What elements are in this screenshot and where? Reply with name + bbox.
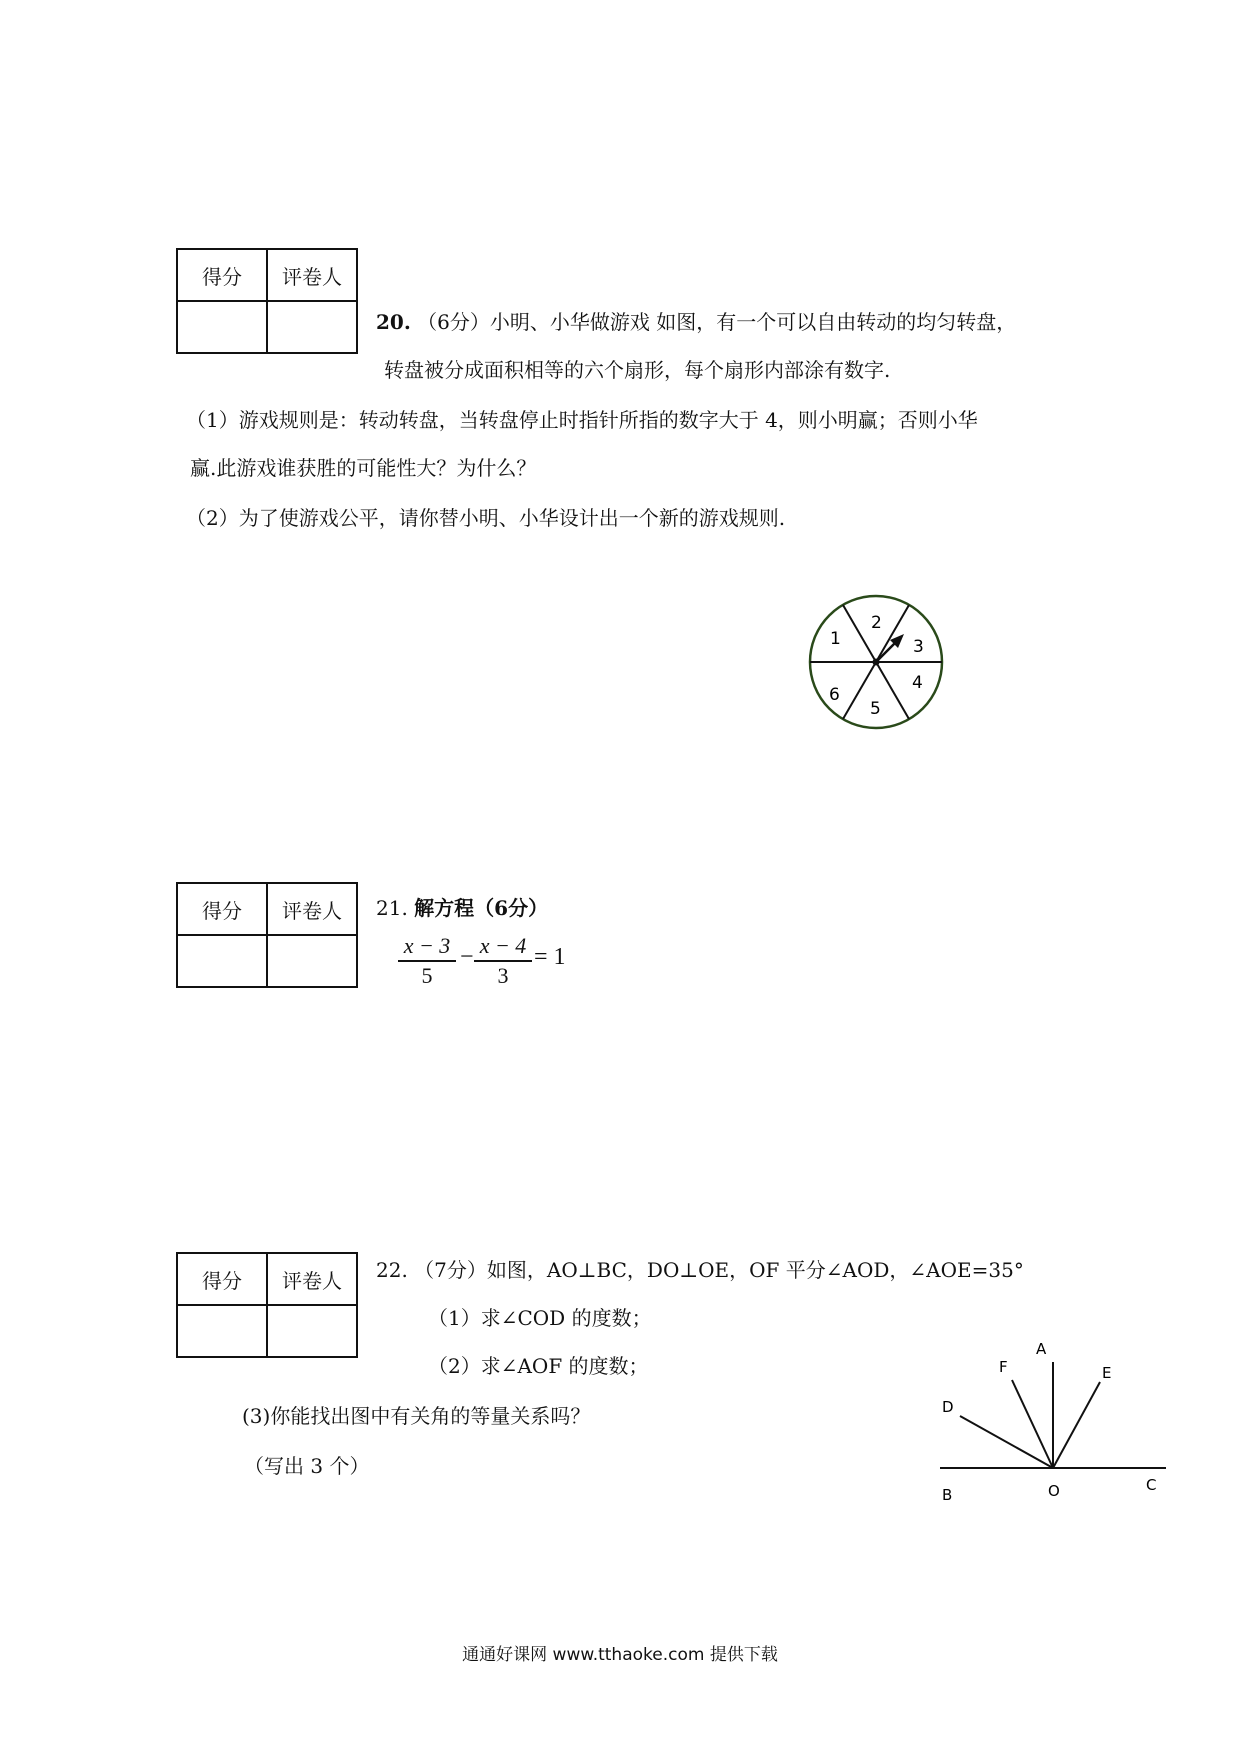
score-header: 得分 xyxy=(177,1253,267,1305)
fraction-1-numerator: x − 3 xyxy=(403,933,451,958)
grader-header: 评卷人 xyxy=(267,1253,357,1305)
score-table-q21 xyxy=(176,882,358,988)
sector-label-5: 5 xyxy=(870,699,881,719)
score-cell xyxy=(177,1305,267,1357)
fraction-2-denominator: 3 xyxy=(474,960,532,990)
ray-OF xyxy=(1012,1380,1053,1468)
grader-header: 评卷人 xyxy=(267,249,357,301)
sector-label-1: 1 xyxy=(830,629,841,649)
sector-label-6: 6 xyxy=(829,685,840,705)
score-cell xyxy=(177,935,267,987)
q21-title: 解方程（6分） xyxy=(414,896,549,920)
minus-sign: − xyxy=(460,944,474,970)
q22-part2: （2）求∠AOF 的度数； xyxy=(428,1354,649,1378)
fraction-2-numerator: x − 4 xyxy=(479,933,527,958)
label-A: A xyxy=(1036,1340,1047,1358)
q20-part1b: 赢.此游戏谁获胜的可能性大？为什么？ xyxy=(190,456,537,480)
q22-part4: （写出 3 个） xyxy=(244,1454,370,1478)
score-table-q20 xyxy=(176,248,358,354)
sector-label-2: 2 xyxy=(871,613,882,633)
q20-line1 xyxy=(376,308,1016,336)
fraction-1 xyxy=(398,932,456,990)
grader-cell xyxy=(267,935,357,987)
spinner-center xyxy=(873,659,880,666)
label-B: B xyxy=(942,1486,953,1504)
angle-figure xyxy=(920,1340,1170,1520)
sector-label-3: 3 xyxy=(913,637,924,657)
ray-OD xyxy=(960,1416,1053,1468)
grader-cell xyxy=(267,1305,357,1357)
fraction-1-denominator: 5 xyxy=(398,960,456,990)
equation-rhs: = 1 xyxy=(534,944,566,970)
q22-text1: （7分）如图，AO⊥BC，DO⊥OE，OF 平分∠AOD，∠AOE=35° xyxy=(414,1258,1024,1282)
q20-number: 20. xyxy=(376,310,411,334)
label-O: O xyxy=(1048,1482,1060,1500)
q20-part1a: （1）游戏规则是：转动转盘，当转盘停止时指针所指的数字大于 4，则小明赢；否则小华 xyxy=(186,408,978,432)
grader-header: 评卷人 xyxy=(267,883,357,935)
q22-part1: （1）求∠COD 的度数； xyxy=(428,1306,652,1330)
label-F: F xyxy=(999,1358,1008,1376)
ray-OE xyxy=(1053,1382,1100,1468)
q22-number: 22. xyxy=(376,1258,408,1282)
q22-line1 xyxy=(376,1256,1024,1284)
score-header: 得分 xyxy=(177,883,267,935)
footer-source: 通通好课网 www.tthaoke.com 提供下载 xyxy=(462,1645,778,1665)
spinner-figure xyxy=(800,592,950,732)
score-cell xyxy=(177,301,267,353)
sector-label-4: 4 xyxy=(912,673,923,693)
q21-heading xyxy=(376,894,548,922)
label-D: D xyxy=(942,1398,954,1416)
q20-line2: 转盘被分成面积相等的六个扇形，每个扇形内部涂有数字. xyxy=(384,358,891,382)
label-E: E xyxy=(1102,1364,1112,1382)
q20-text1: （6分）小明、小华做游戏 如图，有一个可以自由转动的均匀转盘， xyxy=(417,310,1017,334)
score-table-q22 xyxy=(176,1252,358,1358)
q20-part2: （2）为了使游戏公平，请你替小明、小华设计出一个新的游戏规则. xyxy=(186,506,786,530)
score-header: 得分 xyxy=(177,249,267,301)
q22-part3: (3)你能找出图中有关角的等量关系吗？ xyxy=(242,1404,591,1428)
q21-number: 21. xyxy=(376,896,408,920)
fraction-2 xyxy=(474,932,532,990)
label-C: C xyxy=(1146,1476,1157,1494)
grader-cell xyxy=(267,301,357,353)
